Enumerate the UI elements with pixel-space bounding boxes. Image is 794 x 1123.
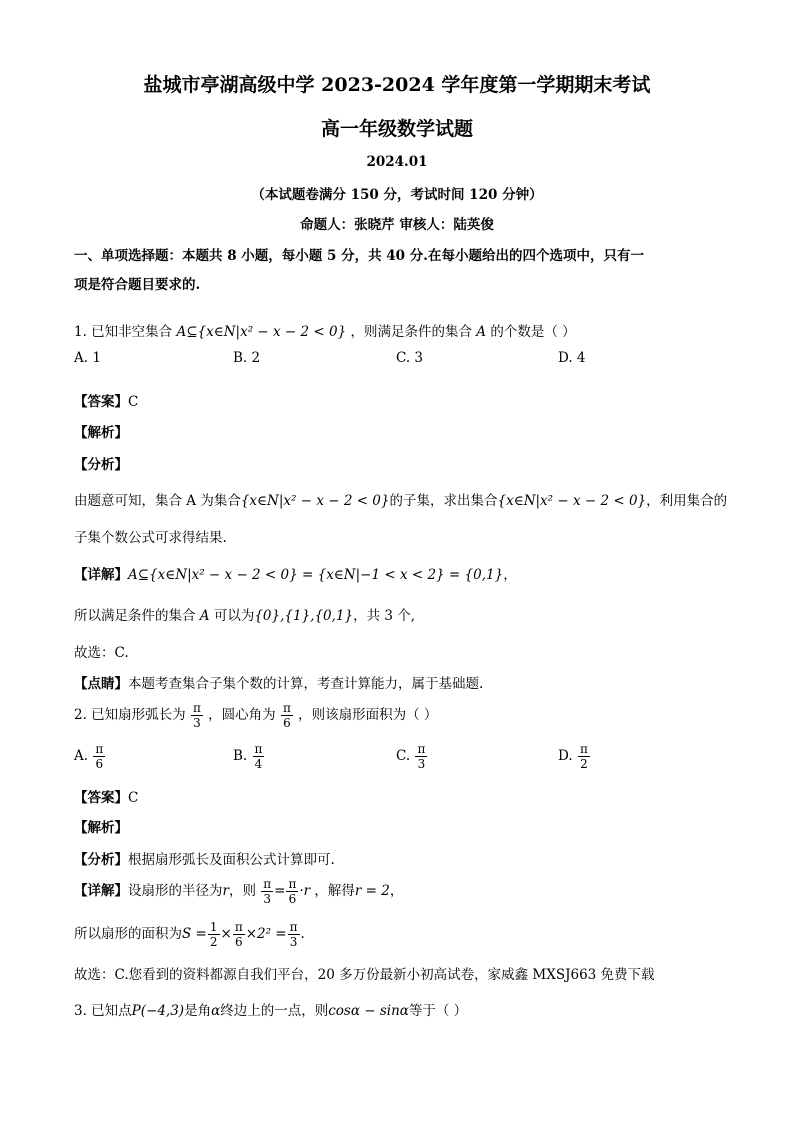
q1-choose: 故选：C. — [74, 645, 129, 661]
q2-detail-a: 设扇形的半径为 — [128, 883, 223, 899]
q1-option-a: A. 1 — [74, 350, 101, 366]
q2-option-c: C. $\frac{\pi}{3}$ — [396, 742, 426, 771]
q1-fenxi-set1: {x∈N|x² − x − 2 < 0} — [240, 493, 390, 509]
q2-detail-c: ，解得 — [314, 883, 355, 899]
q1-sets-c: ，共 3 个, — [353, 608, 416, 624]
section-heading-line1: 一、单项选择题：本题共 8 小题，每小题 5 分，共 40 分.在每小题给出的四个选项中，只有一 — [74, 248, 644, 264]
q2-detail-r: r — [222, 883, 229, 899]
q1-sets-b: 可以为 — [209, 608, 255, 624]
q1-dianjing — [74, 672, 483, 692]
q1-sets-var: A — [199, 608, 210, 624]
q3-point: P(−4,3) — [131, 1003, 185, 1019]
q2-stem-a: 2. 已知扇形弧长为 — [74, 707, 186, 723]
q1-stem — [74, 320, 576, 340]
q1-fenxi-b: 的子集，求出集合 — [389, 493, 498, 509]
q1-sets-formula: {0},{1},{0,1} — [254, 608, 354, 624]
q1-detail-label: 【详解】 — [74, 567, 128, 583]
q2-option-d: D. $\frac{\pi}{2}$ — [558, 742, 588, 771]
q2-angle-fraction: $\frac{\pi}{6}$ — [282, 701, 291, 730]
q2-answer — [74, 786, 138, 806]
q2-detail-b: ，则 — [228, 883, 256, 899]
q2-detail-frac-right: $\frac{\pi}{6}$ — [288, 877, 297, 906]
q2-area-end: . — [300, 926, 305, 942]
q1-option-c: C. 3 — [396, 350, 424, 366]
q1-fenxi-set2: {x∈N|x² − x − 2 < 0} — [497, 493, 647, 509]
q3-alpha: α — [211, 1003, 221, 1019]
q1-option-d: D. 4 — [558, 350, 586, 366]
q1-answer-label: 【答案】 — [74, 394, 128, 410]
q2-arc-fraction: $\frac{\pi}{3}$ — [192, 701, 201, 730]
q3-stem-d: 等于（ ） — [408, 1003, 468, 1019]
q1-detail-end: ， — [503, 567, 517, 583]
q1-fenxi-a: 由题意可知，集合 A 为集合 — [74, 493, 241, 509]
q2-analysis-label: 【解析】 — [74, 820, 128, 836]
q2-detail-e: ， — [389, 883, 404, 899]
q3-expression: cosα − sinα — [328, 1003, 409, 1019]
section-heading-line2: 项是符合题目要求的. — [74, 277, 201, 293]
q1-answer — [74, 390, 138, 410]
q2-choose: 故选：C.您看到的资料都源自我们平台，20 多万份最新小初高试卷，家威鑫 MXSJ663 免费下载 — [74, 967, 655, 983]
q1-stem-var: A — [476, 324, 487, 340]
q1-fenxi-label: 【分析】 — [74, 457, 128, 473]
q3-stem — [74, 999, 467, 1019]
q2-area-line: 所以扇形的面积为S = $\frac{1}{2}$ × $\frac{\pi}{6}$ ×2² = $\frac{\pi}{3}$ . — [74, 920, 305, 949]
q2-stem-c: ，则该扇形面积为（ ） — [298, 707, 438, 723]
q1-fenxi-line2: 子集个数公式可求得结果. — [74, 530, 227, 546]
q1-stem-formula: A⊆{x∈N|x² − x − 2 < 0} — [176, 324, 347, 340]
q1-dianjing-label: 【点睛】 — [74, 676, 128, 692]
exam-authors: 命题人：张晓芹 审核人：陆英俊 — [300, 217, 494, 233]
q2-area-a: 所以扇形的面积为 — [74, 926, 182, 942]
q2-option-b: B. $\frac{\pi}{4}$ — [233, 742, 263, 771]
q1-fenxi-line1 — [74, 489, 727, 509]
q2-fenxi-text: 根据扇形弧长及面积公式计算即可. — [128, 852, 335, 868]
q2-answer-value: C — [128, 790, 139, 806]
q1-analysis-label: 【解析】 — [74, 425, 128, 441]
exam-info: （本试题卷满分 150 分，考试时间 120 分钟） — [251, 187, 543, 203]
q1-sets-a: 所以满足条件的集合 — [74, 608, 200, 624]
q2-option-a: A. $\frac{\pi}{6}$ — [74, 742, 104, 771]
q1-detail-formula: A⊆{x∈N|x² − x − 2 < 0} = {x∈N|−1 < x < 2} = {0,1} — [128, 567, 504, 583]
q3-stem-b: 是角 — [184, 1003, 212, 1019]
exam-date: 2024.01 — [366, 154, 428, 170]
q2-stem — [74, 701, 437, 730]
q1-sets-line — [74, 604, 415, 624]
q2-detail-label: 【详解】 — [74, 883, 128, 899]
q2-answer-label: 【答案】 — [74, 790, 128, 806]
q1-detail — [74, 563, 517, 583]
q2-fenxi — [74, 848, 335, 868]
q1-answer-value: C — [128, 394, 139, 410]
q2-detail-result: r = 2 — [354, 883, 390, 899]
exam-title: 盐城市亭湖高级中学 2023-2024 学年度第一学期期末考试 — [143, 74, 651, 96]
q1-dianjing-text: 本题考查集合子集个数的计算，考查计算能力，属于基础题. — [128, 676, 484, 692]
q2-stem-b: ，圆心角为 — [208, 707, 276, 723]
q3-stem-a: 3. 已知点 — [74, 1003, 132, 1019]
q1-fenxi-c: ，利用集合的 — [646, 493, 728, 509]
q1-stem-suffix: 的个数是（ ） — [490, 324, 576, 340]
q2-detail: 【详解】设扇形的半径为r，则 $\frac{\pi}{3}$ = $\frac{\pi}{6}$ ·r ，解得r = 2， — [74, 877, 404, 906]
q2-detail-frac-left: $\frac{\pi}{3}$ — [263, 877, 272, 906]
q1-option-b: B. 2 — [233, 350, 261, 366]
q1-stem-mid: ，则满足条件的集合 — [350, 324, 472, 340]
q3-stem-c: 终边上的一点，则 — [220, 1003, 329, 1019]
exam-subtitle: 高一年级数学试题 — [320, 118, 473, 140]
q2-fenxi-label: 【分析】 — [74, 852, 128, 868]
q1-stem-prefix: 1. 已知非空集合 — [74, 324, 173, 340]
